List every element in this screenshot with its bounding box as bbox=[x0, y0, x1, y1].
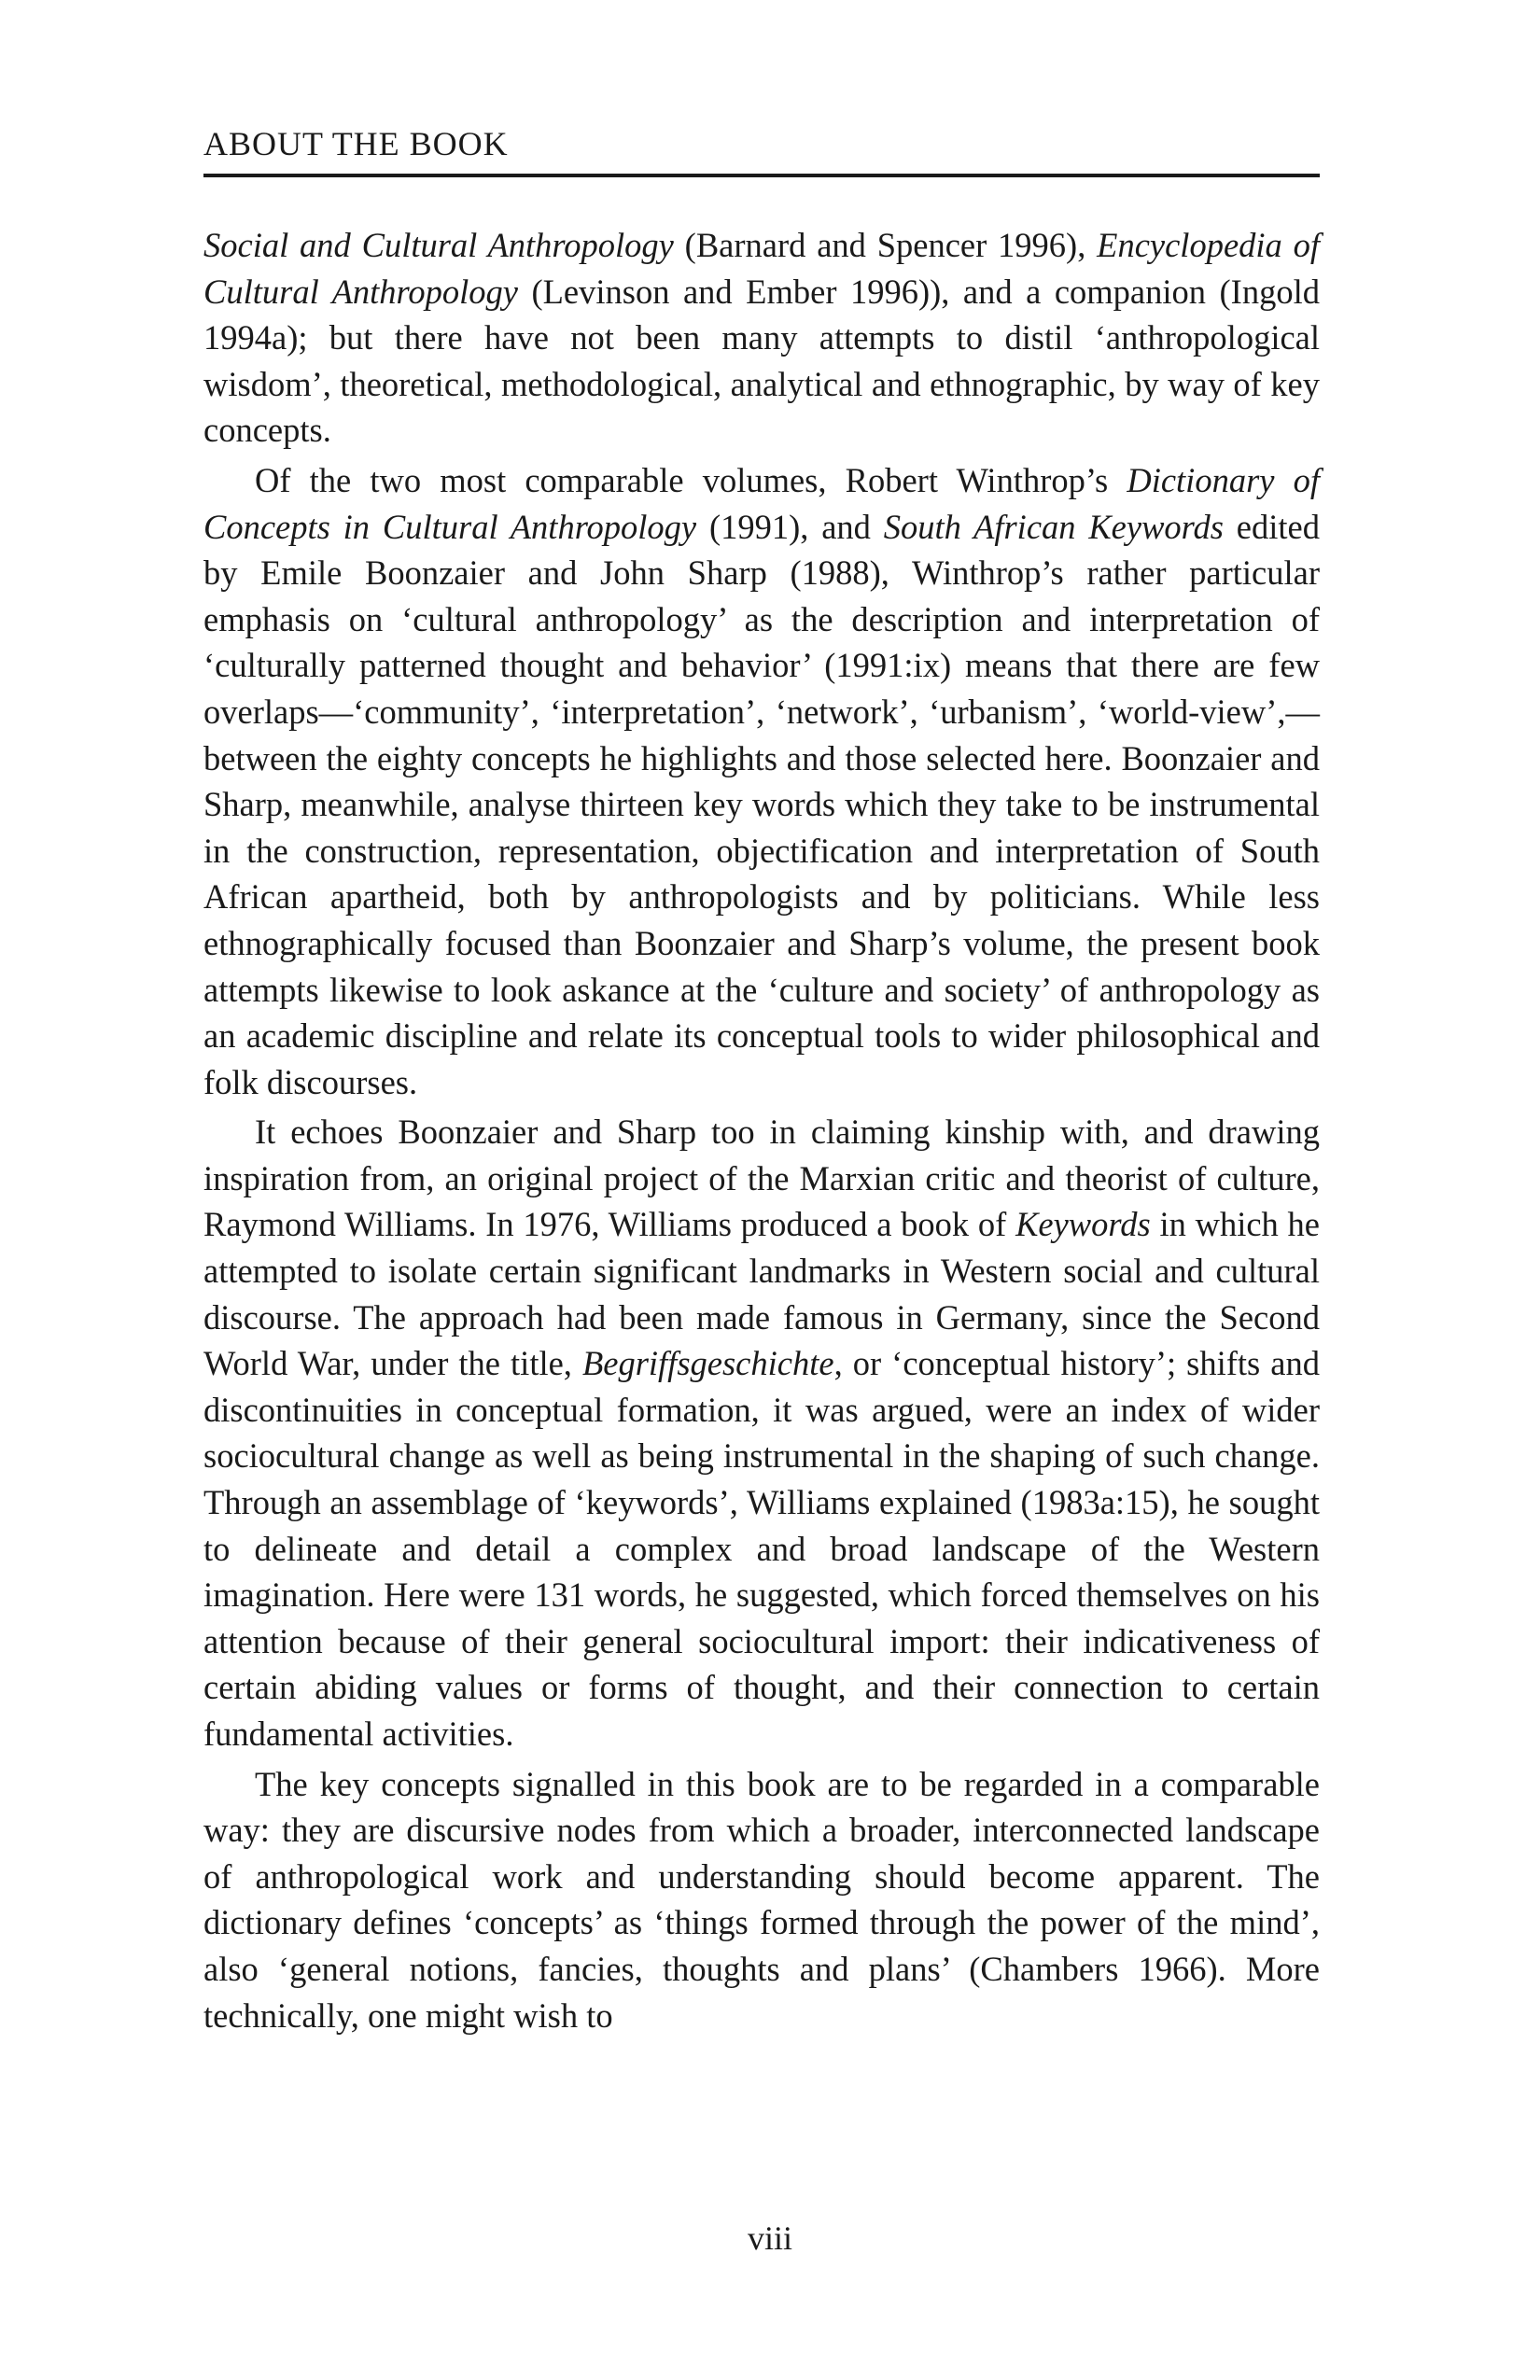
book-title: Encyclopedia of Cultural Anthropology bbox=[203, 226, 1320, 311]
book-title: Keywords bbox=[1015, 1205, 1151, 1244]
book-title: South African Keywords bbox=[883, 507, 1224, 546]
page-number: viii bbox=[747, 2219, 792, 2257]
text-run: (1991), and bbox=[696, 507, 884, 546]
paragraph-1 bbox=[203, 222, 1320, 454]
foreign-term: Begriffsgeschichte bbox=[581, 1344, 834, 1383]
text-run: It echoes Boonzaier and Sharp too in claiming kinship with, and drawing inspiration from, an original project of the Marxian critic and theorist of culture, Raymond Williams. In 1976, Williams produced a book of bbox=[203, 1113, 1320, 1244]
text-run: edited by Emile Boonzaier and John Sharp (1988), Winthrop’s rather particular emphasis on ‘cultural anthropology’ as the description and interpretation of ‘culturally patterned thought and behavior’ (1991:ix) means that there are few overlaps—‘community’, ‘interpretation’, ‘network’, ‘urbanism’, ‘world-view’,—between the eighty concepts he highlights and those selected here. Boonzaier and Sharp, meanwhile, analyse thirteen key words which they take to be instrumental in the construction, representation, objectification and interpretation of South African apartheid, both by anthropologists and by politicians. While less ethnographically focused than Boonzaier and Sharp’s volume, the present book attempts likewise to look askance at the ‘culture and society’ of anthropology as an academic discipline and relate its conceptual tools to wider philosophical and folk discourses. bbox=[203, 507, 1320, 1101]
paragraph-2 bbox=[203, 457, 1320, 1105]
text-run: in which he attempted to isolate certain significant landmarks in Western social and cultural discourse. The approach had been made famous in Germany, since the Second World War, under the title, bbox=[203, 1205, 1320, 1383]
book-title: Social and Cultural Anthropology bbox=[203, 226, 674, 264]
text-run: , or ‘conceptual history’; shifts and discontinuities in conceptual formation, it was argued, were an index of wider sociocultural change as well as being instrumental in the shaping of such change. Through an assemblage of ‘keywords’, Williams explained (1983a:15), he sought to delineate and detail a complex and broad landscape of the Western imagination. Here were 131 words, he suggested, which forced themselves on his attention because of their general sociocultural import: their indicativeness of certain abiding values or forms of thought, and their connection to certain fundamental activities. bbox=[203, 1344, 1320, 1753]
text-run: The key concepts signalled in this book are to be regarded in a comparable way: they are discursive nodes from which a broader, interconnected landscape of anthropological work and understanding should become apparent. The dictionary defines ‘concepts’ as ‘things formed through the power of the mind’, also ‘general notions, fancies, thoughts and plans’ (Chambers 1966). More technically, one might wish to bbox=[203, 1764, 1320, 2035]
book-title: Dictionary of Concepts in Cultural Anthropology bbox=[203, 460, 1320, 546]
body-text bbox=[203, 222, 1320, 2038]
paragraph-3 bbox=[203, 1109, 1320, 1757]
text-run: (Barnard and Spencer 1996), bbox=[673, 226, 1098, 264]
text-run: (Levinson and Ember 1996)), and a companion (Ingold 1994a); but there have not been many attempts to distil ‘anthropological wisdom’, theoretical, methodological, analytical and ethnographic, by way of key concepts. bbox=[203, 272, 1320, 450]
text-run: Of the two most comparable volumes, Robert Winthrop’s bbox=[255, 460, 1127, 499]
running-head bbox=[203, 121, 1320, 177]
running-head-title: ABOUT THE BOOK bbox=[203, 125, 509, 162]
paragraph-4 bbox=[203, 1761, 1320, 2039]
